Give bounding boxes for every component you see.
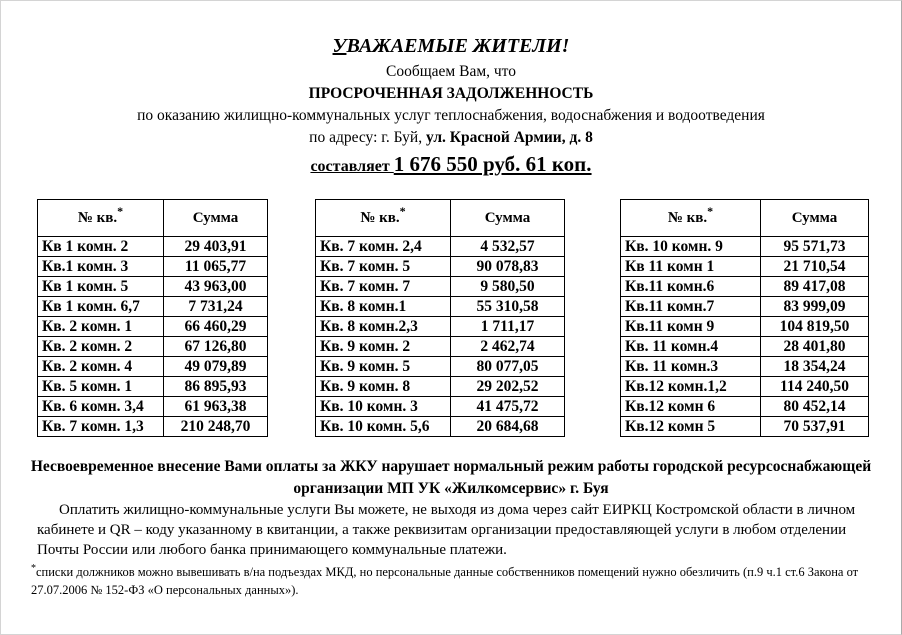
table-row [316, 337, 565, 357]
table-row [316, 237, 565, 257]
table-row [621, 257, 869, 277]
col-header-sum: Сумма [451, 200, 565, 237]
table-row [621, 317, 869, 337]
sum-cell: 20 684,68 [451, 417, 565, 437]
footnote-star: * [31, 563, 36, 574]
col-header-sum: Сумма [164, 200, 268, 237]
apartment-cell: Кв.12 комн.1,2 [621, 377, 761, 397]
table-row [316, 377, 565, 397]
table-row [621, 377, 869, 397]
table-row [621, 357, 869, 377]
apartment-cell: Кв. 10 комн. 3 [316, 397, 451, 417]
apartment-cell: Кв. 8 комн.2,3 [316, 317, 451, 337]
table-row [38, 397, 268, 417]
sum-cell: 1 711,17 [451, 317, 565, 337]
table-row [316, 317, 565, 337]
address-prefix: по адресу: г. Буй, [309, 129, 426, 146]
apartment-cell: Кв. 10 комн. 5,6 [316, 417, 451, 437]
apartment-cell: Кв. 9 комн. 5 [316, 357, 451, 377]
total-label: составляет [310, 158, 394, 175]
apartment-cell: Кв 1 комн. 2 [38, 237, 164, 257]
payment-instructions: Оплатить жилищно-коммунальные услуги Вы можете, не выходя из дома через сайт ЕИРКЦ Костромской области в личном кабинете и QR – коду указанному в квитанции, а также реквизитам организации предоставляющей услуги в любом отделении Почты России или любого банка принимающего коммунальные платежи. [37, 502, 856, 558]
sum-cell: 61 963,38 [164, 397, 268, 417]
apartment-cell: Кв. 11 комн.4 [621, 337, 761, 357]
table-row [621, 237, 869, 257]
sum-cell: 95 571,73 [761, 237, 869, 257]
apartment-cell: Кв. 2 комн. 4 [38, 357, 164, 377]
table-row [621, 397, 869, 417]
address-street: ул. Красной Армии, д. 8 [425, 129, 593, 146]
debt-table-3 [620, 199, 869, 437]
sum-cell: 28 401,80 [761, 337, 869, 357]
table-row [316, 277, 565, 297]
apartment-cell: Кв.11 комн.6 [621, 277, 761, 297]
debt-table-1 [37, 199, 268, 437]
sum-cell: 9 580,50 [451, 277, 565, 297]
apartment-cell: Кв 1 комн. 6,7 [38, 297, 164, 317]
address-line [0, 129, 902, 147]
col-header-sum: Сумма [761, 200, 869, 237]
table-row [621, 297, 869, 317]
debt-heading: ПРОСРОЧЕННАЯ ЗАДОЛЖЕННОСТЬ [308, 85, 594, 102]
col-header-apt: № кв.* [316, 200, 451, 237]
table-row [621, 337, 869, 357]
sum-cell: 29 202,52 [451, 377, 565, 397]
warning-text: Несвоевременное внесение Вами оплаты за ЖКУ нарушает нормальный режим работы городской ресурсоснабжающей организации МП УК «Жилкомсервис» г. Буя [30, 458, 872, 497]
apartment-cell: Кв. 7 комн. 1,3 [38, 417, 164, 437]
apartment-cell: Кв.1 комн. 3 [38, 257, 164, 277]
sum-cell: 80 077,05 [451, 357, 565, 377]
apartment-cell: Кв. 9 комн. 2 [316, 337, 451, 357]
table-row [316, 357, 565, 377]
sum-cell: 70 537,91 [761, 417, 869, 437]
intro-line: Сообщаем Вам, что [386, 63, 516, 80]
table-row [38, 277, 268, 297]
apartment-cell: Кв. 5 комн. 1 [38, 377, 164, 397]
total-amount: 1 676 550 руб. 61 коп. [393, 152, 592, 176]
apartment-cell: Кв. 8 комн.1 [316, 297, 451, 317]
table-row [316, 417, 565, 437]
apartment-cell: Кв.12 комн 5 [621, 417, 761, 437]
apartment-cell: Кв. 7 комн. 5 [316, 257, 451, 277]
table-row [621, 277, 869, 297]
sum-cell: 89 417,08 [761, 277, 869, 297]
sum-cell: 210 248,70 [164, 417, 268, 437]
apartment-cell: Кв. 11 комн.3 [621, 357, 761, 377]
sum-cell: 11 065,77 [164, 257, 268, 277]
footnote-text: списки должников можно вывешивать в/на подъездах МКД, но персональные данные собственников помещений нужно обезличить (п.9 ч.1 ст.6 Закона от 27.07.2006 № 152-ФЗ «О персональных данных»). [31, 565, 859, 598]
debt-table-2 [315, 199, 565, 437]
apartment-cell: Кв. 9 комн. 8 [316, 377, 451, 397]
sum-cell: 55 310,58 [451, 297, 565, 317]
apartment-cell: Кв. 6 комн. 3,4 [38, 397, 164, 417]
sum-cell: 41 475,72 [451, 397, 565, 417]
sum-cell: 90 078,83 [451, 257, 565, 277]
sum-cell: 86 895,93 [164, 377, 268, 397]
table-row [38, 237, 268, 257]
sum-cell: 18 354,24 [761, 357, 869, 377]
services-line: по оказанию жилищно-коммунальных услуг теплоснабжения, водоснабжения и водоотведения [137, 107, 765, 124]
apartment-cell: Кв 1 комн. 5 [38, 277, 164, 297]
sum-cell: 80 452,14 [761, 397, 869, 417]
sum-cell: 29 403,91 [164, 237, 268, 257]
table-row [38, 317, 268, 337]
apartment-cell: Кв. 10 комн. 9 [621, 237, 761, 257]
apartment-cell: Кв. 7 комн. 2,4 [316, 237, 451, 257]
apartment-cell: Кв.12 комн 6 [621, 397, 761, 417]
footnote [31, 560, 861, 599]
title-first-letter: У [332, 35, 347, 57]
table-row [621, 417, 869, 437]
total-line [0, 152, 902, 177]
table-row [38, 337, 268, 357]
apartment-cell: Кв. 2 комн. 2 [38, 337, 164, 357]
sum-cell: 4 532,57 [451, 237, 565, 257]
table-row [38, 257, 268, 277]
sum-cell: 114 240,50 [761, 377, 869, 397]
sum-cell: 21 710,54 [761, 257, 869, 277]
col-header-apt: № кв.* [621, 200, 761, 237]
table-row [316, 257, 565, 277]
table-row [38, 417, 268, 437]
apartment-cell: Кв 11 комн 1 [621, 257, 761, 277]
apartment-cell: Кв. 7 комн. 7 [316, 277, 451, 297]
sum-cell: 83 999,09 [761, 297, 869, 317]
sum-cell: 66 460,29 [164, 317, 268, 337]
sum-cell: 2 462,74 [451, 337, 565, 357]
sum-cell: 7 731,24 [164, 297, 268, 317]
sum-cell: 67 126,80 [164, 337, 268, 357]
apartment-cell: Кв.11 комн 9 [621, 317, 761, 337]
table-row [38, 297, 268, 317]
table-row [38, 377, 268, 397]
table-row [38, 357, 268, 377]
sum-cell: 49 079,89 [164, 357, 268, 377]
sum-cell: 43 963,00 [164, 277, 268, 297]
apartment-cell: Кв.11 комн.7 [621, 297, 761, 317]
title-rest: ВАЖАЕМЫЕ ЖИТЕЛИ! [346, 35, 570, 57]
page-title [0, 35, 902, 58]
sum-cell: 104 819,50 [761, 317, 869, 337]
apartment-cell: Кв. 2 комн. 1 [38, 317, 164, 337]
table-row [316, 397, 565, 417]
col-header-apt: № кв.* [38, 200, 164, 237]
table-row [316, 297, 565, 317]
